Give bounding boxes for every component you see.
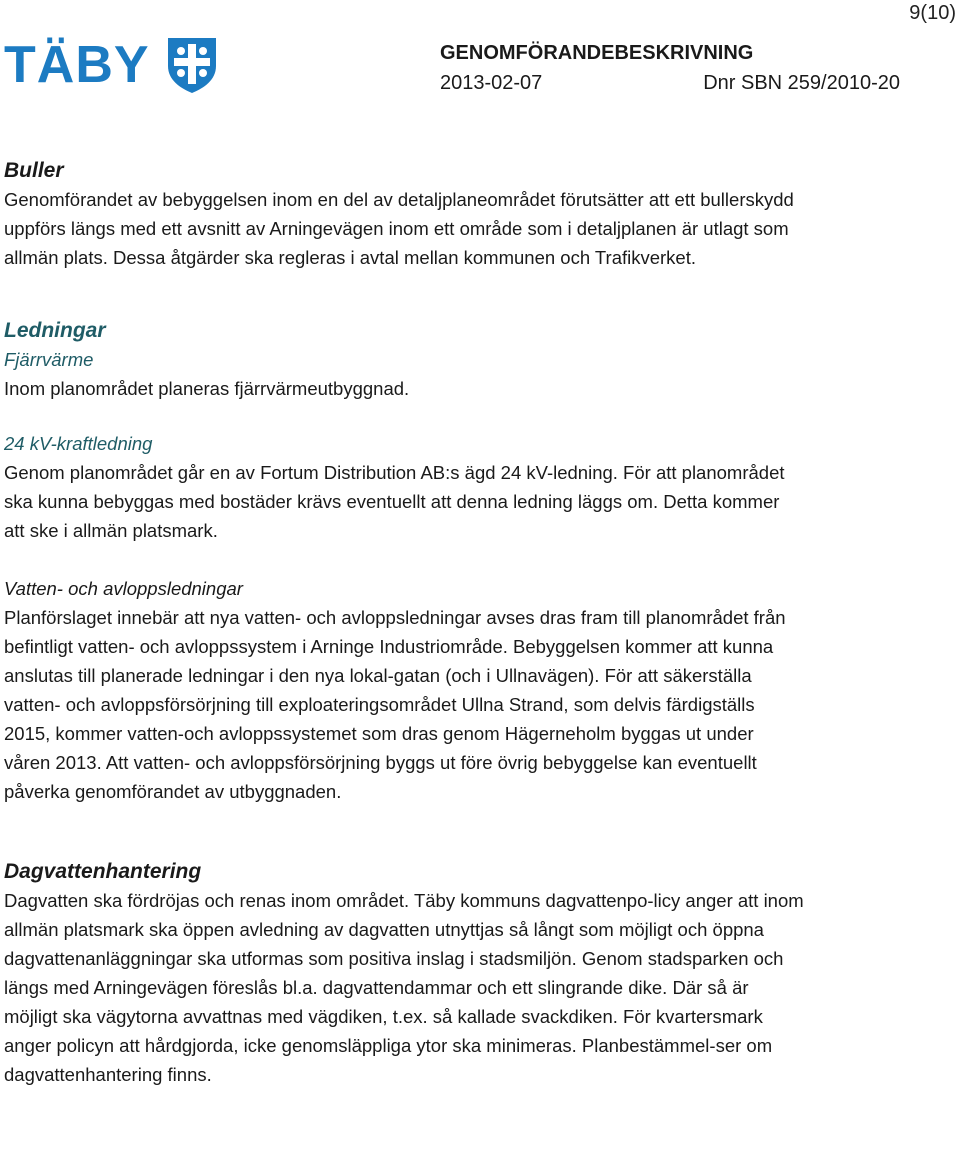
paragraph-kraftledning: Genom planområdet går en av Fortum Distribution AB:s ägd 24 kV-ledning. För att planområdet ska kunna bebyggas med bostäder krävs eventuellt att denna ledning läggs om. Detta kommer att ske i allmän platsmark. (4, 462, 785, 541)
document-type: GENOMFÖRANDEBESKRIVNING (440, 42, 754, 64)
paragraph-dagvatten: Dagvatten ska fördröjas och renas inom området. Täby kommuns dagvattenpo-licy anger att inom allmän platsmark ska öppen avledning av dagvatten utnyttjas så långt som möjligt och öppna dagvattenanläggningar ska utformas som positiva inslag i stadsmiljön. Genom stadsparken och längs med Arningevägen föreslås bl.a. dagvattendammar och ett slingrande dike. Där så är möjligt ska vägytorna avvattnas med vägdiken, t.ex. så kallade svackdiken. För kvartersmark anger policyn att hårdgjorda, icke genomsläppliga ytor ska minimeras. Planbestämmel-ser om dagvattenhantering finns. (4, 890, 804, 1085)
paragraph-fjarrvarme: Inom planområdet planeras fjärrvärmeutbyggnad. (4, 378, 410, 399)
document-date: 2013-02-07 (440, 72, 543, 94)
page-number: 9(10) (909, 2, 956, 24)
document-meta (440, 68, 900, 98)
paragraph-vatten-avlopp: Planförslaget innebär att nya vatten- och avloppsledningar avses dras fram till planområdet från befintligt vatten- och avloppssystem i Arninge Industriområde. Bebyggelsen kommer att kunna anslutas till planerade ledningar i den nya lokal-gatan (och i Ullnavägen). För att säkerställa vatten- och avloppsförsörjning till exploateringsområdet Ullna Strand, som delvis färdigställs 2015, kommer vatten-och avloppssystemet som dras genom Hägerneholm byggas ut under våren 2013. Att vatten- och avloppsförsörjning byggs ut före övrig bebyggelse kan eventuellt påverka genomförandet av utbyggnaden. (4, 607, 786, 802)
section-heading-dagvatten: Dagvattenhantering (4, 860, 202, 883)
document-reference: Dnr SBN 259/2010-20 (703, 72, 900, 94)
subheading-fjarrvarme: Fjärrvärme (4, 349, 94, 370)
section-heading-ledningar: Ledningar (4, 319, 106, 342)
document-header (440, 38, 900, 98)
section-heading-buller: Buller (4, 159, 64, 182)
taby-logo (4, 32, 218, 98)
document-body (4, 156, 804, 1089)
subheading-kraftledning: 24 kV-kraftledning (4, 433, 153, 454)
logo-text: TÄBY (4, 36, 150, 94)
paragraph-buller: Genomförandet av bebyggelsen inom en del av detaljplaneområdet förutsätter att ett bullerskydd uppförs längs med ett avsnitt av Arningevägen inom ett område som i detaljplanen är utlagt som allmän plats. Dessa åtgärder ska regleras i avtal mellan kommunen och Trafikverket. (4, 189, 794, 268)
subheading-vatten-avlopp: Vatten- och avloppsledningar (4, 578, 243, 599)
taby-shield-icon (166, 36, 218, 94)
